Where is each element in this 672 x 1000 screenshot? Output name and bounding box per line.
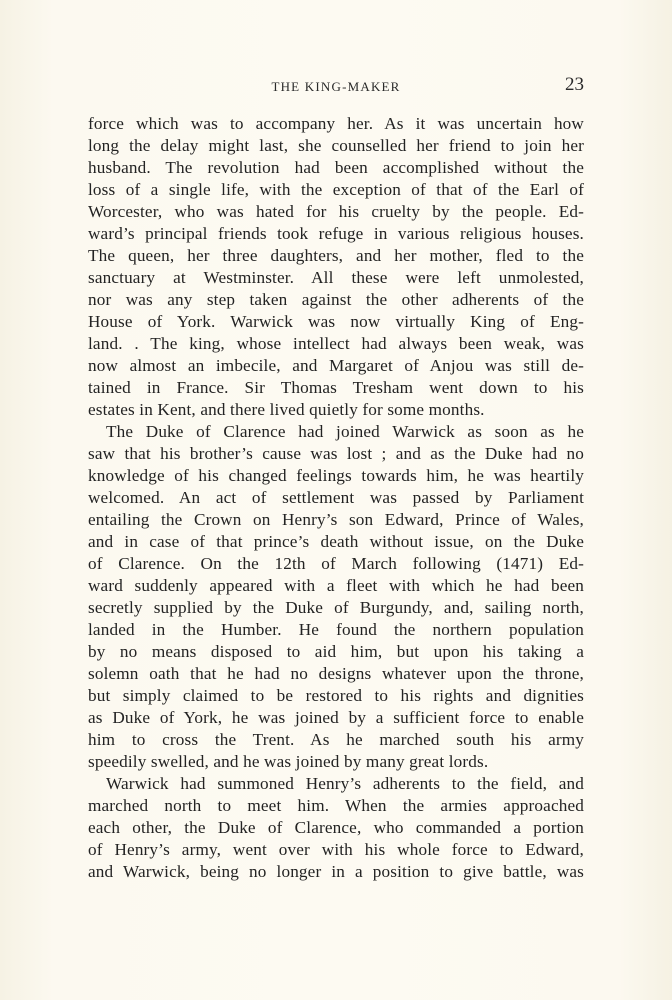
text-line: of Henry’s army, went over with his whole force to Edward, xyxy=(88,840,584,859)
text-line: speedily swelled, and he was joined by many great lords. xyxy=(88,752,489,771)
running-title: THE KING-MAKER xyxy=(271,79,401,94)
text-line: force which was to accompany her. As it was uncertain how xyxy=(88,114,584,133)
text-line: as Duke of York, he was joined by a sufficient force to enable xyxy=(88,708,584,727)
text-line: House of York. Warwick was now virtually King of Eng- xyxy=(88,312,584,331)
text-line: him to cross the Trent. As he marched south his army xyxy=(88,730,584,749)
text-line: of Clarence. On the 12th of March following (1471) Ed- xyxy=(88,554,584,573)
text-line: The Duke of Clarence had joined Warwick as soon as he xyxy=(106,422,584,441)
text-line: tained in France. Sir Thomas Tresham went down to his xyxy=(88,378,584,397)
text-line: Worcester, who was hated for his cruelty by the people. Ed- xyxy=(88,202,584,221)
text-line: The queen, her three daughters, and her mother, fled to the xyxy=(88,246,584,265)
page-number: 23 xyxy=(565,74,584,95)
text-line: long the delay might last, she counselled her friend to join her xyxy=(88,136,584,155)
text-line: and in case of that prince’s death without issue, on the Duke xyxy=(88,532,584,551)
text-line: sanctuary at Westminster. All these were left unmolested, xyxy=(88,268,584,287)
text-line: and Warwick, being no longer in a position to give battle, was xyxy=(88,862,584,881)
text-line: husband. The revolution had been accomplished without the xyxy=(88,158,584,177)
running-head xyxy=(88,72,584,102)
text-line: Warwick had summoned Henry’s adherents to the field, and xyxy=(106,774,584,793)
text-line: secretly supplied by the Duke of Burgundy, and, sailing north, xyxy=(88,598,584,617)
text-line: nor was any step taken against the other adherents of the xyxy=(88,290,584,309)
text-line: now almost an imbecile, and Margaret of Anjou was still de- xyxy=(88,356,584,375)
text-line: ward suddenly appeared with a fleet with which he had been xyxy=(88,576,584,595)
text-line: landed in the Humber. He found the northern population xyxy=(88,620,584,639)
text-line: by no means disposed to aid him, but upon his taking a xyxy=(88,642,584,661)
text-line: saw that his brother’s cause was lost ; and as the Duke had no xyxy=(88,444,584,463)
body-text xyxy=(88,113,584,883)
text-line: welcomed. An act of settlement was passed by Parliament xyxy=(88,488,584,507)
text-line: ward’s principal friends took refuge in various religious houses. xyxy=(88,224,584,243)
text-line: estates in Kent, and there lived quietly for some months. xyxy=(88,400,485,419)
text-line: land. . The king, whose intellect had always been weak, was xyxy=(88,334,584,353)
text-line: loss of a single life, with the exception of that of the Earl of xyxy=(88,180,584,199)
text-line: entailing the Crown on Henry’s son Edward, Prince of Wales, xyxy=(88,510,584,529)
text-line: each other, the Duke of Clarence, who commanded a portion xyxy=(88,818,584,837)
text-line: but simply claimed to be restored to his rights and dignities xyxy=(88,686,584,705)
text-line: knowledge of his changed feelings towards him, he was heartily xyxy=(88,466,584,485)
text-line: marched north to meet him. When the armies approached xyxy=(88,796,584,815)
text-line: solemn oath that he had no designs whatever upon the throne, xyxy=(88,664,584,683)
